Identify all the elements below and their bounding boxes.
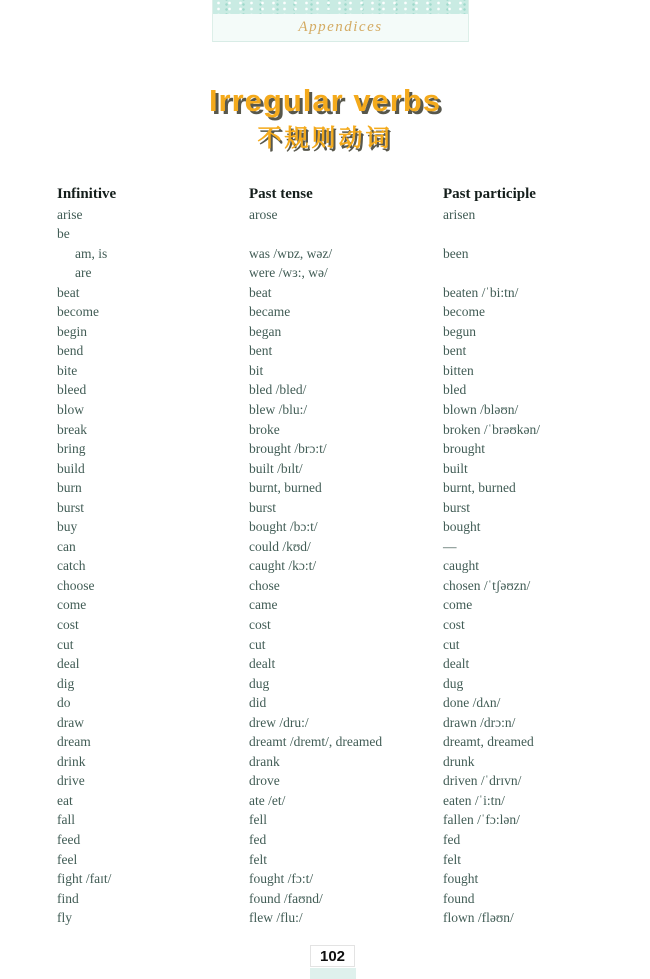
infinitive-cell: feel	[57, 851, 78, 867]
table-row	[57, 380, 627, 400]
infinitive-cell: dig	[57, 675, 75, 691]
table-row	[57, 752, 627, 772]
past-tense-cell: cut	[249, 636, 266, 652]
table-row	[57, 654, 627, 674]
table-row	[57, 439, 627, 459]
table-row	[57, 283, 627, 303]
past-participle-cell: fed	[443, 832, 461, 847]
past-participle-cell: cut	[443, 636, 460, 652]
past-participle-cell: bled	[443, 382, 467, 398]
past-tense-cell: came	[249, 597, 278, 613]
infinitive-cell: feed	[57, 832, 81, 847]
past-participle-cell: burnt, burned	[443, 480, 516, 496]
past-participle-cell: arisen	[443, 206, 476, 222]
table-row	[57, 263, 627, 283]
infinitive-cell: draw	[57, 714, 84, 730]
infinitive-cell: eat	[57, 792, 73, 808]
table-row	[57, 908, 627, 928]
table-row	[57, 771, 627, 791]
column-header-past-tense: Past tense	[249, 186, 313, 202]
past-tense-cell: chose	[249, 577, 280, 593]
band-label-area	[213, 14, 468, 41]
table-row	[57, 791, 627, 811]
table-row	[57, 498, 627, 518]
infinitive-cell: are	[75, 265, 92, 281]
past-participle-cell: done /dʌn/	[443, 695, 501, 711]
past-participle-cell: dealt	[443, 656, 470, 672]
past-participle-cell: dug	[443, 675, 464, 691]
infinitive-cell: deal	[57, 656, 80, 672]
infinitive-cell: bring	[57, 441, 86, 457]
past-tense-cell: felt	[249, 851, 267, 867]
past-tense-cell: arose	[249, 206, 278, 222]
table-row	[57, 459, 627, 479]
past-participle-cell: burst	[443, 499, 470, 515]
past-tense-cell: became	[249, 304, 291, 320]
past-tense-cell: were /wɜ:, wə/	[249, 265, 328, 281]
past-participle-cell: blown /bləʊn/	[443, 401, 519, 417]
past-tense-cell: blew /blu:/	[249, 401, 308, 417]
past-tense-cell	[249, 224, 443, 244]
past-participle-cell: caught	[443, 558, 479, 574]
infinitive-cell: drive	[57, 773, 85, 789]
footer-teal-box	[310, 968, 356, 979]
table-row	[57, 361, 627, 381]
past-participle-cell: felt	[443, 851, 461, 867]
infinitive-cell: fly	[57, 910, 72, 926]
past-tense-cell: bit	[249, 362, 264, 378]
table-row	[57, 830, 627, 850]
past-participle-cell: begun	[443, 323, 476, 339]
past-tense-cell: cost	[249, 616, 271, 632]
past-tense-cell: dug	[249, 675, 270, 691]
past-tense-cell: was /wɒz, wəz/	[249, 245, 333, 261]
infinitive-cell: cut	[57, 636, 74, 652]
appendices-band	[212, 0, 469, 42]
column-header-past-participle: Past participle	[443, 186, 536, 202]
past-participle-cell	[443, 224, 627, 244]
past-participle-cell: driven /ˈdrɪvn/	[443, 773, 522, 789]
table-row	[57, 302, 627, 322]
past-tense-cell: dealt	[249, 656, 276, 672]
table-row	[57, 576, 627, 596]
infinitive-cell: do	[57, 695, 71, 711]
past-participle-cell: cost	[443, 616, 465, 632]
past-participle-cell: fought	[443, 871, 479, 887]
past-participle-cell: drawn /drɔ:n/	[443, 714, 516, 730]
past-participle-cell: bent	[443, 343, 467, 359]
table-row	[57, 615, 627, 635]
past-participle-cell: brought	[443, 441, 485, 457]
past-tense-cell: bent	[249, 343, 273, 359]
table-row	[57, 205, 627, 225]
infinitive-cell: bleed	[57, 382, 87, 398]
infinitive-cell: find	[57, 890, 79, 906]
past-tense-cell: fell	[249, 812, 267, 828]
past-tense-cell: brought /brɔ:t/	[249, 441, 327, 457]
table-row	[57, 244, 627, 264]
past-participle-cell: found	[443, 890, 475, 906]
table-row	[57, 556, 627, 576]
past-participle-cell: built	[443, 460, 468, 476]
past-tense-cell: drank	[249, 753, 280, 769]
page-subtitle-chinese: 不规则动词	[257, 126, 393, 152]
infinitive-cell: catch	[57, 558, 86, 574]
past-tense-cell: began	[249, 323, 282, 339]
past-participle-cell: eaten /ˈi:tn/	[443, 792, 505, 808]
table-row	[57, 869, 627, 889]
past-tense-cell: found /faʊnd/	[249, 890, 323, 906]
past-tense-cell: flew /flu:/	[249, 910, 303, 926]
past-tense-cell: fed	[249, 832, 267, 847]
past-tense-cell: beat	[249, 284, 272, 300]
infinitive-cell: become	[57, 304, 99, 320]
verb-table-header	[57, 184, 627, 205]
table-row	[57, 674, 627, 694]
past-participle-cell: chosen /ˈtʃəʊzn/	[443, 577, 531, 593]
infinitive-cell: burst	[57, 499, 84, 515]
past-participle-cell: become	[443, 304, 485, 320]
table-row	[57, 635, 627, 655]
past-tense-cell: broke	[249, 421, 280, 437]
table-row	[57, 517, 627, 537]
infinitive-cell: arise	[57, 206, 83, 222]
past-participle-cell: drunk	[443, 753, 475, 769]
infinitive-cell: cost	[57, 616, 79, 632]
past-participle-cell: bitten	[443, 362, 474, 378]
infinitive-cell: blow	[57, 401, 84, 417]
table-row	[57, 595, 627, 615]
past-participle-cell: dreamt, dreamed	[443, 734, 534, 750]
past-tense-cell: did	[249, 695, 267, 711]
table-row	[57, 732, 627, 752]
infinitive-cell: fall	[57, 812, 75, 828]
table-row	[57, 322, 627, 342]
infinitive-cell: beat	[57, 284, 80, 300]
table-row	[57, 693, 627, 713]
verb-table-body	[57, 205, 627, 928]
infinitive-cell: can	[57, 538, 76, 554]
infinitive-cell: break	[57, 421, 87, 437]
past-participle-cell: been	[443, 245, 469, 261]
page-title: Irregular verbs	[208, 83, 442, 118]
infinitive-cell: burn	[57, 480, 82, 496]
infinitive-cell: buy	[57, 519, 78, 535]
past-participle-cell	[443, 263, 627, 283]
past-participle-cell: fallen /ˈfɔ:lən/	[443, 812, 520, 828]
infinitive-cell: be	[57, 226, 70, 242]
past-tense-cell: bought /bɔ:t/	[249, 519, 318, 535]
page-number: 102	[310, 945, 355, 967]
infinitive-cell: begin	[57, 323, 87, 339]
past-participle-cell: beaten /ˈbi:tn/	[443, 284, 519, 300]
past-participle-cell: broken /ˈbrəʊkən/	[443, 421, 540, 437]
table-row	[57, 420, 627, 440]
infinitive-cell: am, is	[75, 245, 108, 261]
past-tense-cell: ate /et/	[249, 792, 286, 808]
past-tense-cell: drew /dru:/	[249, 714, 309, 730]
past-tense-cell: fought /fɔ:t/	[249, 871, 314, 887]
infinitive-cell: choose	[57, 577, 95, 593]
column-header-infinitive: Infinitive	[57, 186, 117, 202]
past-tense-cell: burst	[249, 499, 276, 515]
infinitive-cell: come	[57, 597, 87, 613]
table-row	[57, 850, 627, 870]
infinitive-cell: dream	[57, 734, 91, 750]
past-tense-cell: burnt, burned	[249, 480, 322, 496]
past-tense-cell: caught /kɔ:t/	[249, 558, 317, 574]
past-tense-cell: drove	[249, 773, 280, 789]
table-row	[57, 537, 627, 557]
table-row	[57, 478, 627, 498]
infinitive-cell: bite	[57, 362, 78, 378]
infinitive-cell: build	[57, 460, 85, 476]
infinitive-cell: bend	[57, 343, 84, 359]
verb-table	[57, 184, 627, 928]
past-tense-cell: dreamt /dremt/, dreamed	[249, 734, 383, 750]
table-row	[57, 889, 627, 909]
table-row	[57, 224, 627, 244]
table-row	[57, 713, 627, 733]
past-tense-cell: built /bɪlt/	[249, 460, 303, 476]
infinitive-cell: fight /faɪt/	[57, 871, 112, 887]
appendices-label: Appendices	[298, 19, 383, 35]
table-row	[57, 810, 627, 830]
past-participle-cell: come	[443, 597, 473, 613]
infinitive-cell: drink	[57, 753, 86, 769]
band-texture-strip	[213, 0, 468, 14]
past-participle-cell: flown /fləʊn/	[443, 910, 514, 926]
table-row	[57, 400, 627, 420]
past-participle-cell: bought	[443, 519, 481, 535]
past-tense-cell: bled /bled/	[249, 382, 307, 398]
past-tense-cell: could /kʊd/	[249, 538, 311, 554]
table-row	[57, 341, 627, 361]
past-participle-cell: —	[443, 538, 457, 554]
